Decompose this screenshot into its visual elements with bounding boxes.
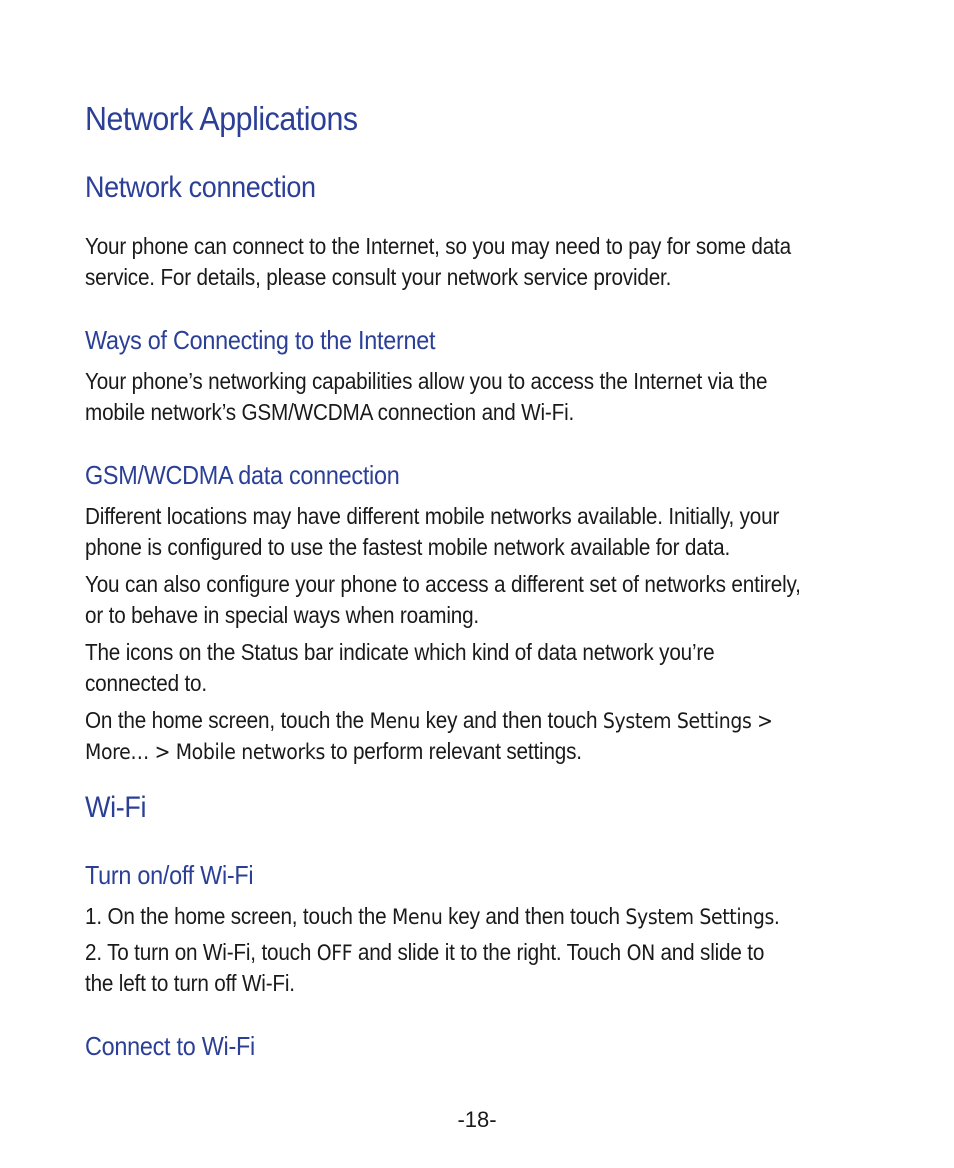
step-2-line-2: the left to turn off Wi-Fi.	[85, 970, 295, 996]
paragraph-line: mobile network’s GSM/WCDMA connection and Wi-Fi.	[85, 399, 575, 425]
text-run: and slide it to the right. Touch	[352, 939, 627, 965]
page-number: -18-	[457, 1107, 497, 1132]
paragraph-line: connected to.	[85, 670, 207, 696]
ui-term-system-settings: System Settings	[625, 905, 774, 929]
ui-term-system-settings: System Settings >	[602, 709, 773, 733]
subsection-heading-turn-wifi: Turn on/off Wi-Fi	[85, 860, 254, 890]
section-heading-network-connection: Network connection	[85, 171, 316, 204]
text-run: to perform relevant settings.	[324, 738, 582, 764]
paragraph-line	[85, 705, 773, 737]
text-run: .	[773, 903, 780, 929]
paragraph-line: Your phone’s networking capabilities allow you to access the Internet via the	[85, 368, 768, 394]
paragraph-line	[85, 736, 582, 768]
step-2	[85, 937, 764, 969]
paragraph-line: or to behave in special ways when roaming.	[85, 602, 480, 628]
paragraph-line: You can also configure your phone to access a different set of networks entirely,	[85, 571, 801, 597]
text-run: 1. On the home screen, touch the	[85, 903, 393, 929]
subsection-heading-gsm: GSM/WCDMA data connection	[85, 460, 400, 490]
text-run: 2. To turn on Wi-Fi, touch	[85, 939, 317, 965]
paragraph-line: The icons on the Status bar indicate which kind of data network you’re	[85, 639, 715, 665]
section-heading-wifi: Wi-Fi	[85, 791, 147, 824]
text-run: key and then touch	[420, 707, 603, 733]
paragraph-line: service. For details, please consult your network service provider.	[85, 264, 672, 290]
ui-term-menu: Menu	[392, 905, 443, 929]
paragraph-line: Your phone can connect to the Internet, so you may need to pay for some data	[85, 233, 791, 259]
page-title: Network Applications	[85, 100, 358, 137]
ui-term-menu: Menu	[369, 709, 421, 733]
text-run: key and then touch	[442, 903, 626, 929]
subsection-heading-ways: Ways of Connecting to the Internet	[85, 325, 436, 355]
ui-term-off: OFF	[316, 941, 353, 965]
text-run: On the home screen, touch the	[85, 707, 370, 733]
text-run: and slide to	[654, 939, 765, 965]
ui-term-mobile-networks: More… > Mobile networks	[85, 740, 325, 764]
ui-term-on: ON	[626, 941, 655, 965]
paragraph-line: Different locations may have different mobile networks available. Initially, your	[85, 503, 780, 529]
subsection-heading-connect-wifi: Connect to Wi-Fi	[85, 1031, 255, 1061]
step-1	[85, 901, 780, 933]
paragraph-line: phone is configured to use the fastest mobile network available for data.	[85, 534, 731, 560]
